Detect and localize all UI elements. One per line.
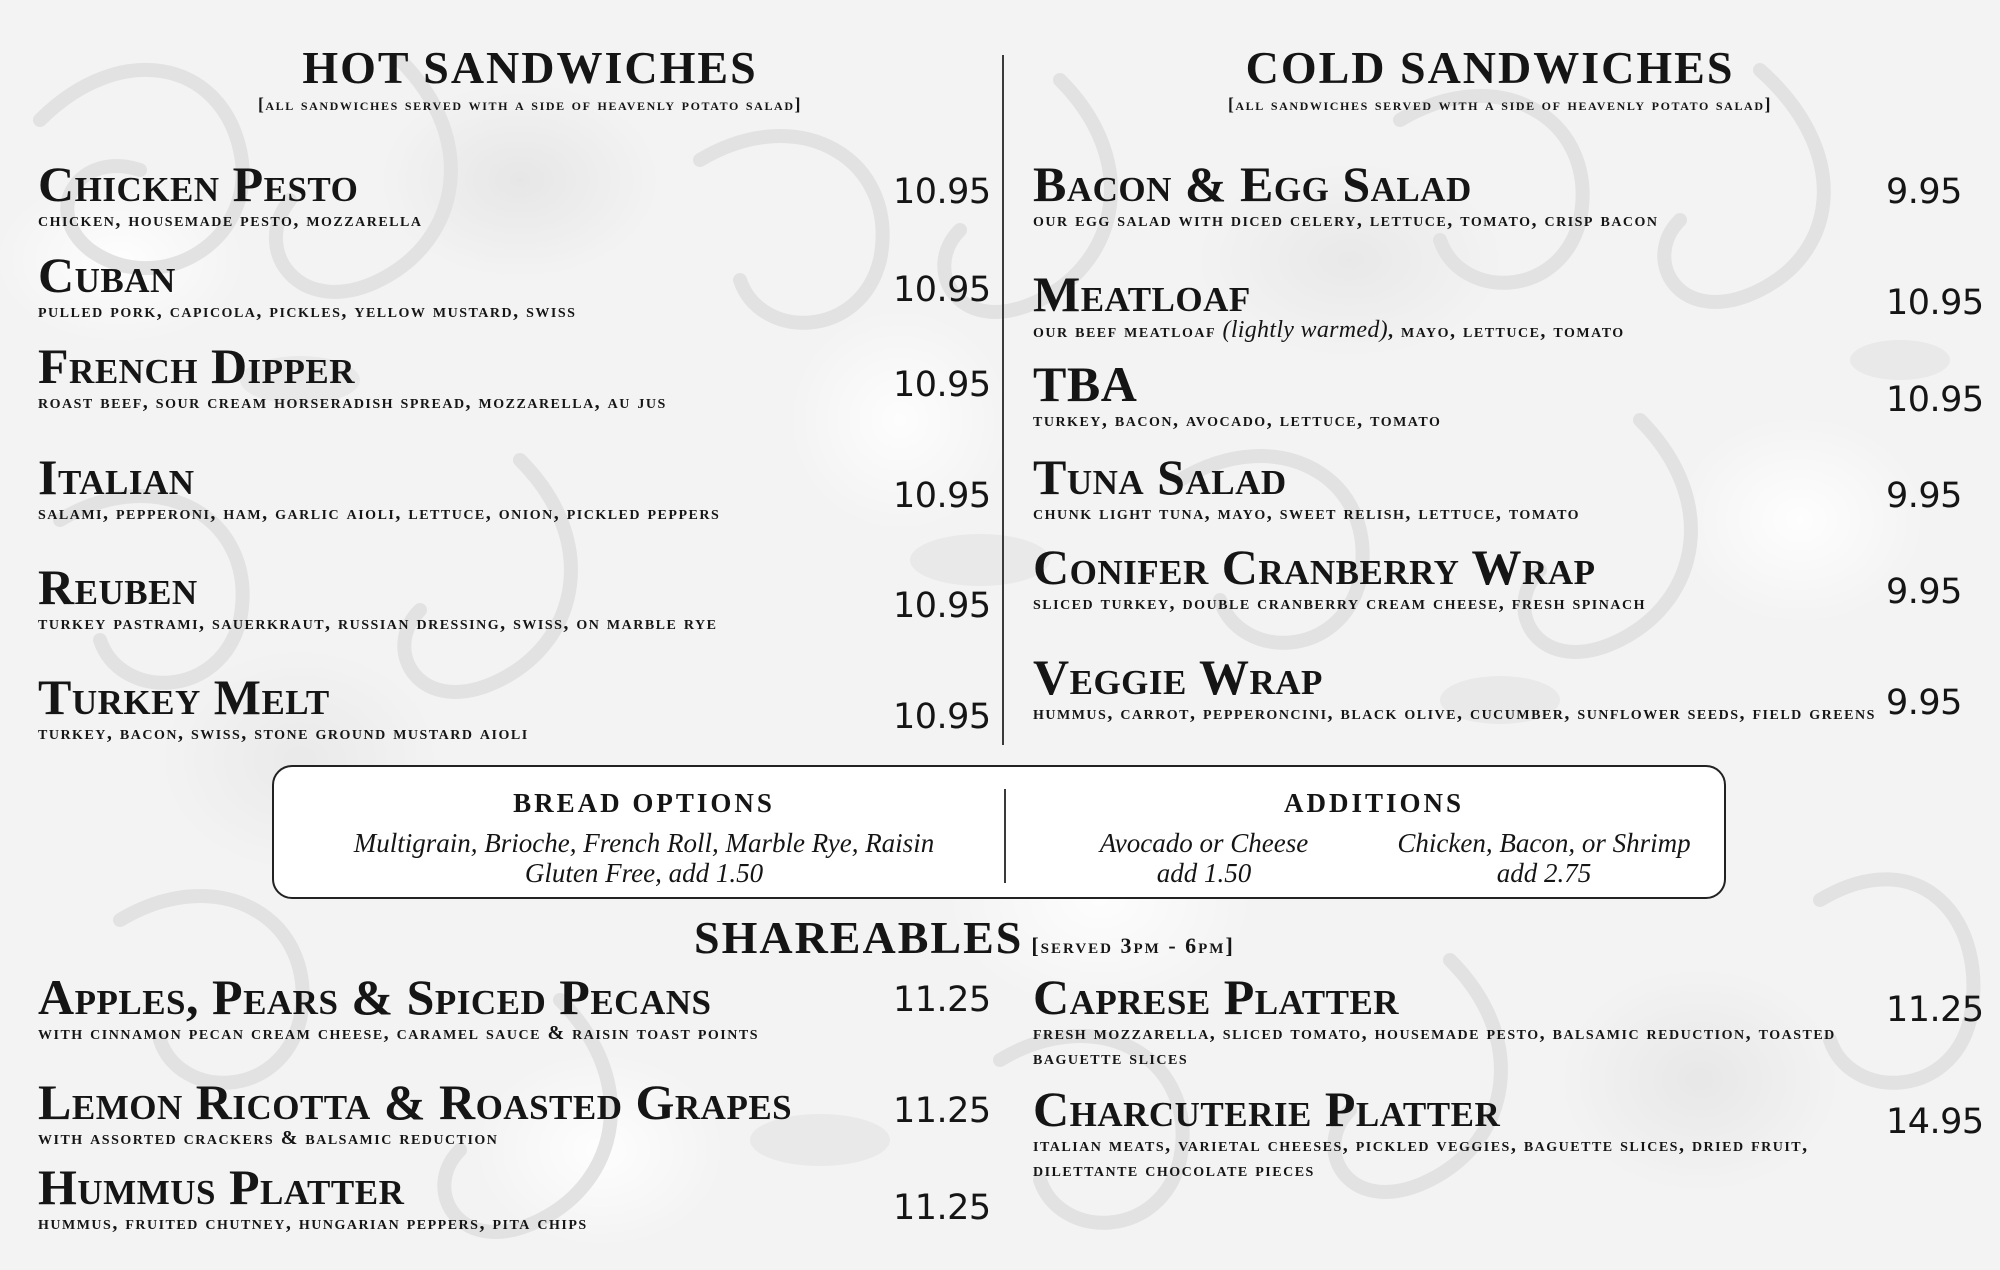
item-description: with assorted crackers & balsamic reduction — [38, 1127, 499, 1149]
item-price: 14.95 — [1886, 1102, 1984, 1142]
item-description: hummus, fruited chutney, hungarian peppers, pita chips — [38, 1212, 588, 1234]
options-box-divider — [1004, 789, 1006, 883]
menu-item — [38, 1159, 898, 1236]
addition-chicken-bacon-shrimp: Chicken, Bacon, or Shrimp — [1397, 828, 1691, 858]
item-price: 11.25 — [893, 980, 991, 1020]
menu-item — [1033, 969, 1863, 1071]
item-price: 9.95 — [1886, 683, 1962, 723]
hot-sandwiches-subtitle: [all sandwiches served with a side of heavenly potato salad] — [257, 94, 803, 114]
cold-sandwiches-title: COLD SANDWICHES — [1245, 42, 1735, 93]
item-price: 11.25 — [893, 1188, 991, 1228]
item-price: 9.95 — [1886, 572, 1962, 612]
addition-avocado-cheese: Avocado or Cheese — [1099, 828, 1309, 858]
item-description: chunk light tuna, mayo, sweet relish, lettuce, tomato — [1033, 502, 1581, 524]
item-price: 11.25 — [1886, 990, 1984, 1030]
item-price: 10.95 — [893, 697, 991, 737]
item-name: Hummus Platter — [38, 1159, 405, 1215]
item-name: Conifer Cranberry Wrap — [1033, 539, 1596, 595]
item-description-start: our beef meatloaf — [1033, 320, 1223, 342]
item-price: 10.95 — [893, 172, 991, 212]
item-description: hummus, carrot, pepperoncini, black olive, cucumber, sunflower seeds, field greens — [1033, 702, 1876, 724]
item-price: 11.25 — [893, 1091, 991, 1131]
item-description: salami, pepperoni, ham, garlic aioli, lettuce, onion, pickled peppers — [38, 502, 721, 524]
item-description: fresh mozzarella, sliced tomato, housemade pesto, balsamic reduction, toasted baguette slices — [1033, 1022, 1836, 1069]
item-price: 10.95 — [893, 270, 991, 310]
menu-item — [1033, 1081, 1913, 1183]
item-name: Apples, Pears & Spiced Pecans — [38, 969, 712, 1025]
item-description-note: (lightly warmed) — [1222, 317, 1388, 343]
item-description: turkey, bacon, swiss, stone ground mustard aioli — [38, 722, 529, 744]
bread-options-list: Multigrain, Brioche, French Roll, Marble Rye, Raisin — [353, 828, 935, 858]
item-description: italian meats, varietal cheeses, pickled veggies, baguette slices, dried fruit, dilettante chocolate pieces — [1033, 1134, 1809, 1181]
item-price: 10.95 — [1886, 380, 1984, 420]
shareables-right-list — [1033, 0, 1983, 1270]
hot-sandwiches-title: HOT SANDWICHES — [302, 42, 758, 93]
item-name: French Dipper — [38, 338, 356, 394]
bread-options-gluten-free: Gluten Free, add 1.50 — [524, 858, 764, 888]
item-price: 9.95 — [1886, 172, 1962, 212]
addition-chicken-bacon-shrimp-price: add 2.75 — [1496, 858, 1592, 888]
item-description: with cinnamon pecan cream cheese, caramel sauce & raisin toast points — [38, 1022, 759, 1044]
item-price: 10.95 — [893, 365, 991, 405]
shareables-left-list — [38, 0, 991, 1270]
shareables-heading: SHAREABLES — [694, 912, 1024, 963]
cold-sandwiches-subtitle: [all sandwiches served with a side of heavenly potato salad] — [1227, 94, 1773, 114]
item-name: Charcuterie Platter — [1033, 1081, 1501, 1137]
item-price: 10.95 — [1886, 283, 1984, 323]
item-name: Italian — [38, 449, 195, 505]
item-name: Turkey Melt — [38, 669, 330, 725]
item-description: pulled pork, capicola, pickles, yellow mustard, swiss — [38, 300, 577, 322]
item-description: sliced turkey, double cranberry cream cheese, fresh spinach — [1033, 592, 1646, 614]
item-price: 10.95 — [893, 476, 991, 516]
item-description: chicken, housemade pesto, mozzarella — [38, 209, 423, 231]
item-name: Veggie Wrap — [1033, 649, 1323, 705]
item-price: 9.95 — [1886, 476, 1962, 516]
item-name: Tuna Salad — [1033, 449, 1287, 505]
item-name: TBA — [1033, 356, 1138, 412]
item-name: Caprese Platter — [1033, 969, 1400, 1025]
item-description-end: , mayo, lettuce, tomato — [1387, 320, 1625, 342]
addition-avocado-cheese-price: add 1.50 — [1156, 858, 1252, 888]
item-name: Chicken Pesto — [38, 156, 359, 212]
additions-heading: ADDITIONS — [1283, 788, 1465, 818]
item-description: turkey pastrami, sauerkraut, russian dressing, swiss, on marble rye — [38, 612, 718, 634]
menu-item — [38, 969, 898, 1046]
item-name: Bacon & Egg Salad — [1033, 156, 1472, 212]
item-name: Meatloaf — [1033, 266, 1251, 322]
item-name: Reuben — [38, 559, 198, 615]
bread-options-heading: BREAD OPTIONS — [513, 788, 775, 818]
item-price: 10.95 — [893, 586, 991, 626]
item-description: our egg salad with diced celery, lettuce, tomato, crisp bacon — [1033, 209, 1659, 231]
item-name: Cuban — [38, 247, 176, 303]
menu-item — [38, 1074, 898, 1151]
shareables-hours: [served 3pm - 6pm] — [1031, 933, 1235, 958]
column-divider — [1002, 55, 1004, 745]
item-description: roast beef, sour cream horseradish spread, mozzarella, au jus — [38, 391, 667, 413]
item-description: turkey, bacon, avocado, lettuce, tomato — [1033, 409, 1442, 431]
item-name: Lemon Ricotta & Roasted Grapes — [38, 1074, 793, 1130]
